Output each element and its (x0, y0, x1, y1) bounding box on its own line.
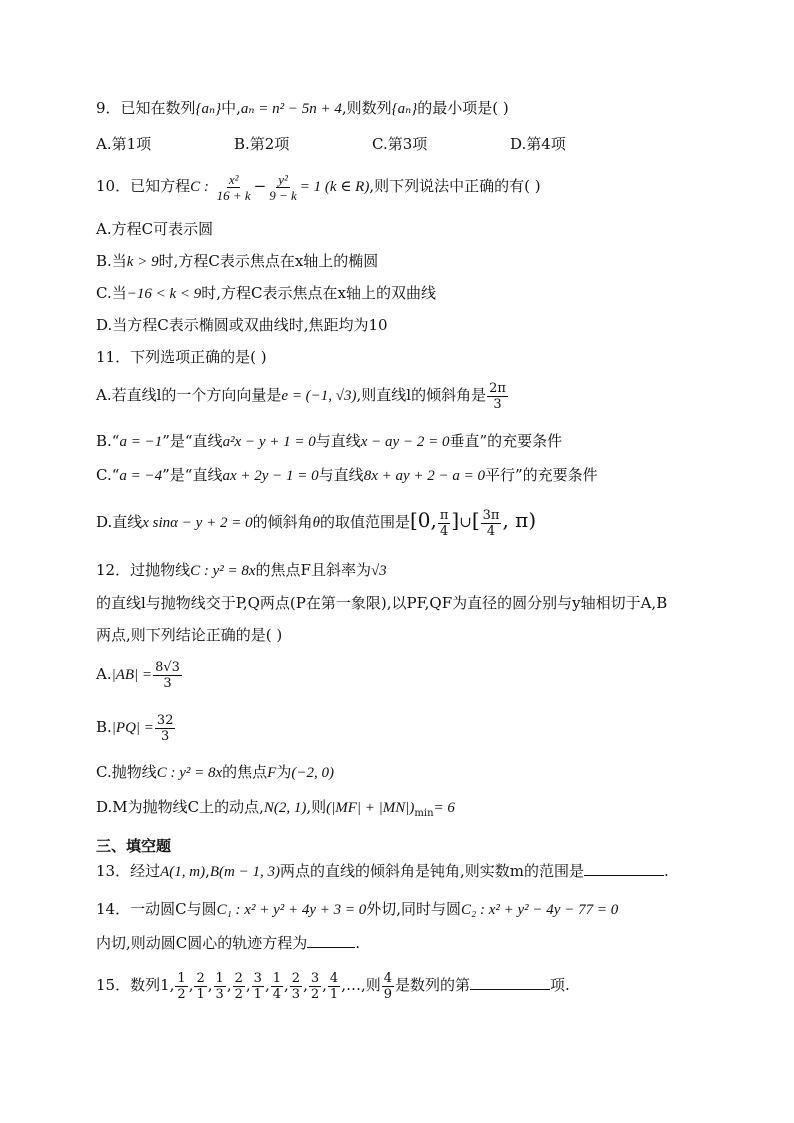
q9-sequence: {aₙ} (391, 101, 418, 117)
q15-fraction (214, 971, 226, 1002)
q11-a-vector: e = (−1, √3) (281, 388, 357, 404)
q11-b-text: ”是“直线 (162, 432, 223, 450)
q10-c-condition: −16 < k < 9 (126, 286, 202, 302)
q11-d-fraction1 (438, 508, 451, 539)
question-15 (96, 968, 570, 1002)
q14-circle-2: C₂ : x² + y² − 4y − 77 = 0 (461, 902, 619, 918)
fraction-denominator: 1 (196, 986, 205, 1002)
q10-c-text: 时,方程C表示焦点在x轴上的双曲线 (201, 284, 436, 302)
q12-text: 的焦点F且斜率为 (255, 561, 371, 579)
q12-d-value: = 6 (433, 800, 455, 816)
fraction-denominator: 4 (272, 986, 281, 1002)
fraction-numerator: 3π (482, 507, 500, 523)
q11-d-range2-close: , π) (502, 508, 537, 532)
fraction-numerator: 1 (177, 970, 186, 986)
q15-fraction (328, 971, 340, 1002)
q10-option-b (96, 251, 378, 272)
fraction-numerator: x² (228, 171, 239, 187)
q12-b-text: B. (96, 718, 112, 736)
q14-circle-1: C₁ : x² + y² + 4y + 3 = 0 (216, 902, 367, 918)
q9-option-b: B.第2项 (234, 135, 290, 153)
q14-stem: 14．一动圆C与圆 (96, 900, 217, 918)
q11-d-range1-open: [0, (409, 508, 437, 532)
q11-b-text: 垂直”的充要条件 (449, 432, 563, 450)
q11-c-line2: 8x + ay + 2 − a = 0 (363, 468, 485, 484)
q11-option-c (96, 465, 598, 486)
q14-end: . (355, 934, 361, 952)
fraction-numerator: 3 (310, 970, 320, 986)
q10-c-text: C.当 (96, 284, 127, 302)
fraction-denominator: 3 (291, 986, 301, 1002)
q15-text: 项. (550, 976, 570, 994)
fraction-numerator: 2 (234, 970, 243, 986)
q12-c-text: 的焦点 (222, 763, 268, 781)
q12-a-fraction (153, 660, 182, 691)
q15-fraction (175, 971, 187, 1002)
q14-text: 内切,则动圆C圆心的轨迹方程为 (96, 934, 308, 952)
q12-c-text: C.抛物线 (96, 763, 157, 781)
q15-sequence-fractions (174, 970, 341, 1002)
q11-option-d (96, 503, 536, 540)
fraction-denominator: 4 (440, 523, 449, 539)
q15-comma: , (226, 976, 232, 994)
q13-text: 两点的直线的倾斜角是钝角,则实数m的范围是 (279, 862, 584, 880)
q12-line3: 两点,则下列结论正确的是( ) (96, 626, 283, 644)
q11-option-a (96, 378, 509, 413)
q9-option-d: D.第4项 (510, 135, 566, 153)
q12-d-text: D.M为抛物线C上的动点, (96, 798, 264, 816)
q11-b-line2: x − ay − 2 = 0 (360, 434, 450, 450)
q15-ellipsis: ,…,则 (341, 976, 381, 994)
fraction-numerator: 2π (489, 380, 506, 396)
q13-point-b: B(m − 1, 3) (209, 864, 280, 880)
q10-text: ,则下列说法中正确的有( ) (369, 177, 541, 195)
fraction-denominator: 2 (310, 986, 320, 1002)
q12-d-subscript: min (414, 808, 434, 819)
q14-text: 外切,同时与圆 (366, 900, 462, 918)
q12-option-c (96, 762, 334, 783)
q13-stem: 13．经过 (96, 862, 161, 880)
q12-a-text: A. (96, 665, 112, 683)
answer-blank[interactable] (470, 975, 550, 990)
q10-b-condition: k > 9 (126, 254, 159, 270)
q15-fraction (252, 971, 264, 1002)
q13-point-a: A(1, m) (160, 864, 206, 880)
fraction-numerator: 8√3 (155, 659, 180, 675)
q12-slope: √3 (370, 563, 387, 579)
q15-comma: , (188, 976, 194, 994)
q11-c-text: ”是“直线 (162, 466, 223, 484)
fraction-denominator: 1 (329, 986, 339, 1002)
section-fill-in-blank: 三、填空题 (96, 837, 172, 855)
fraction-denominator: 1 (253, 986, 262, 1002)
q15-fraction (233, 971, 245, 1002)
q11-d-text: D.直线 (96, 513, 143, 531)
q11-b-condition: a = −1 (119, 434, 163, 450)
q11-a-fraction (487, 381, 508, 412)
q12-c-equation: C : y² = 8x (156, 765, 223, 781)
q11-d-range2-open: [ (471, 508, 480, 532)
q15-comma: , (264, 976, 270, 994)
fraction-numerator: 4 (329, 970, 339, 986)
q11-option-b (96, 431, 562, 452)
q9-text: 中, (221, 99, 241, 117)
fraction-numerator: 1 (215, 970, 224, 986)
fraction-numerator: 1 (272, 970, 281, 986)
q10-stem: 10．已知方程 (96, 177, 191, 195)
q9-text: ,则数列 (341, 99, 392, 117)
q9-formula: aₙ = n² − 5n + 4 (240, 101, 342, 117)
q11-b-text: B.“ (96, 432, 120, 450)
q12-stem: 12．过抛物线 (96, 561, 191, 579)
q11-b-text: 与直线 (315, 432, 361, 450)
fraction-numerator: 4 (383, 970, 393, 986)
q12-a-lhs: |AB| = (111, 667, 153, 683)
q10-fraction-2 (267, 172, 299, 203)
fraction-denominator: 9 (383, 986, 393, 1002)
q11-c-text: 平行”的充要条件 (485, 466, 598, 484)
q15-fraction (309, 971, 321, 1002)
fraction-numerator: 2 (196, 970, 205, 986)
q11-c-text: 与直线 (318, 466, 364, 484)
answer-blank[interactable] (307, 933, 355, 948)
q15-fraction (290, 971, 302, 1002)
q11-a-text: A.若直线l的一个方向向量是 (96, 386, 282, 404)
fraction-denominator: 9 − k (269, 187, 297, 203)
q15-comma: , (322, 976, 327, 994)
q15-comma: , (284, 976, 289, 994)
q9-text: 的最小项是( ) (417, 99, 509, 117)
q15-comma: , (303, 976, 308, 994)
fraction-denominator: 3 (215, 986, 224, 1002)
q10-curve: C : (190, 179, 209, 195)
q11-d-fraction2 (481, 508, 502, 539)
q11-d-union: ∪ (459, 513, 472, 531)
q12-b-lhs: |PQ| = (111, 720, 154, 736)
fraction-denominator: 16 + k (216, 187, 251, 203)
q12-c-focus: F (267, 765, 277, 781)
question-11: 11．下列选项正确的是( ) (96, 348, 267, 366)
q10-fraction-1 (215, 172, 253, 203)
q15-comma: , (245, 976, 251, 994)
fraction-numerator: 3 (253, 970, 262, 986)
q15-fraction (194, 971, 206, 1002)
q11-d-text: 的倾斜角 (252, 513, 313, 531)
q12-b-fraction (155, 713, 176, 744)
q15-target-fraction (382, 971, 394, 1002)
fraction-numerator: π (439, 507, 449, 523)
q12-d-expression: (|MF| + |MN|) (326, 800, 415, 816)
q13-separator: , (205, 862, 210, 880)
q11-d-theta: θ (312, 515, 320, 531)
q12-line2: 的直线l与抛物线交于P,Q两点(P在第一象限),以PF,QF为直径的圆分别与y轴相切于A,B (96, 594, 668, 612)
q12-option-b (96, 710, 176, 745)
q10-option-c (96, 283, 436, 304)
q10-option-d: D.当方程C表示椭圆或双曲线时,焦距均为10 (96, 316, 388, 334)
fraction-numerator: 32 (156, 712, 174, 728)
fraction-numerator: y² (278, 171, 288, 187)
q14-line2 (96, 933, 360, 953)
q12-option-d (96, 797, 455, 824)
fraction-denominator: 3 (161, 728, 170, 744)
q12-c-point: (−2, 0) (291, 765, 334, 781)
question-9 (96, 98, 509, 119)
answer-blank[interactable] (584, 861, 664, 876)
q9-option-c: C.第3项 (372, 135, 428, 153)
question-13 (96, 861, 669, 882)
q9-stem: 9．已知在数列 (96, 99, 196, 117)
q15-stem: 15．数列1, (96, 976, 175, 994)
q10-b-text: 时,方程C表示焦点在x轴上的椭圆 (158, 252, 379, 270)
q12-d-text: ,则 (306, 798, 327, 816)
fraction-denominator: 2 (177, 986, 186, 1002)
q12-parabola: C : y² = 8x (190, 563, 256, 579)
fraction-denominator: 2 (234, 986, 243, 1002)
question-12 (96, 560, 387, 581)
q13-end: . (663, 862, 669, 880)
q12-d-point: N(2, 1) (263, 800, 307, 816)
q11-d-text: 的取值范围是 (319, 513, 410, 531)
q15-fraction (271, 971, 283, 1002)
q11-c-condition: a = −4 (119, 468, 163, 484)
q10-option-a: A.方程C可表示圆 (96, 220, 214, 238)
q11-d-range1-close: ] (451, 508, 460, 532)
q9-option-a: A.第1项 (96, 135, 152, 153)
question-14 (96, 899, 618, 920)
q15-comma: , (207, 976, 213, 994)
q11-d-line: x sinα − y + 2 = 0 (142, 515, 253, 531)
q12-option-a (96, 657, 183, 692)
q11-a-text: ,则直线l的倾斜角是 (356, 386, 487, 404)
question-10: 10．已知方程C : $\frac{\text{x²}}{16 + k}$ − $\frac{\text{y²}}{9 - k}$ = 1 (k ∈ R),则下列说法中正确的有( ) (96, 171, 541, 203)
fraction-denominator: 3 (493, 396, 502, 412)
fraction-denominator: 3 (163, 675, 172, 691)
q11-c-text: C.“ (96, 466, 120, 484)
q11-b-line1: a²x − y + 1 = 0 (222, 434, 316, 450)
q12-c-text: 为 (276, 763, 292, 781)
fraction-numerator: 2 (291, 970, 301, 986)
q11-c-line1: ax + 2y − 1 = 0 (222, 468, 319, 484)
fraction-denominator: 4 (486, 523, 496, 539)
q15-text: 是数列的第 (395, 976, 471, 994)
q10-rhs: = 1 (k ∈ R) (299, 179, 370, 195)
q9-sequence: {aₙ} (195, 101, 222, 117)
q10-b-text: B.当 (96, 252, 127, 270)
